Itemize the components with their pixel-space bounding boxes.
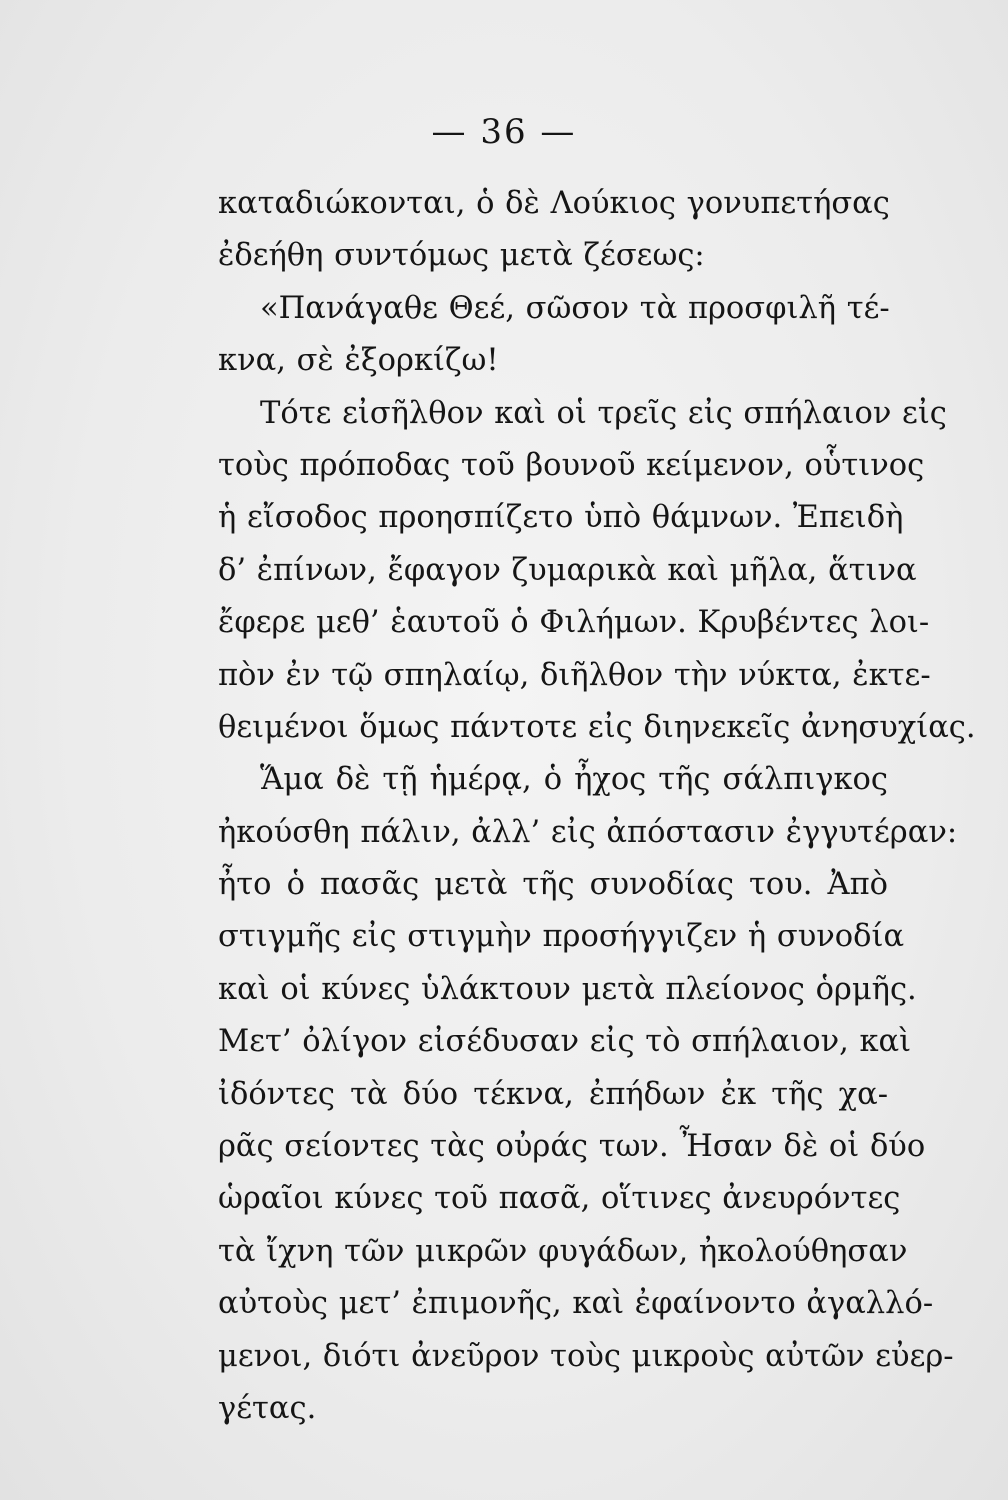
text-line: καὶ οἱ κύνες ὑλάκτουν μετὰ πλείονος ὁρμῆς. bbox=[218, 971, 917, 1007]
text-line: καταδιώκονται, ὁ δὲ Λούκιος γονυπετήσας bbox=[218, 186, 890, 221]
text-line: δ’ ἐπίνων, ἔφαγον ζυμαρικὰ καὶ μῆλα, ἅτινα bbox=[218, 552, 917, 588]
page-number: — 36 — bbox=[431, 112, 577, 152]
text-line: ἡ εἴσοδος προησπίζετο ὑπὸ θάμνων. Ἐπειδὴ bbox=[218, 500, 904, 536]
text-line: στιγμῆς εἰς στιγμὴν προσήγγιζεν ἡ συνοδία bbox=[218, 919, 905, 955]
text-line: πὸν ἐν τῷ σπηλαίῳ, διῆλθον τὴν νύκτα, ἐκτε- bbox=[218, 657, 931, 693]
body-text bbox=[218, 178, 976, 1435]
text-line: Μετ’ ὀλίγον εἰσέδυσαν εἰς τὸ σπήλαιον, καὶ bbox=[218, 1024, 912, 1060]
text-line: Τότε εἰσῆλθον καὶ οἱ τρεῖς εἰς σπήλαιον εἰς bbox=[260, 395, 947, 431]
text-line: ἦτο ὁ πασᾶς μετὰ τῆς συνοδίας του. Ἀπὸ bbox=[218, 867, 888, 903]
text-line: ὡραῖοι κύνες τοῦ πασᾶ, οἵτινες ἀνευρόντες bbox=[218, 1181, 901, 1217]
text-line: ἔφερε μεθ’ ἑαυτοῦ ὁ Φιλήμων. Κρυβέντες λοι- bbox=[218, 605, 930, 641]
text-line: Ἅμα δὲ τῇ ἡμέρᾳ, ὁ ἦχος τῆς σάλπιγκος bbox=[260, 762, 888, 798]
text-line: τοὺς πρόποδας τοῦ βουνοῦ κείμενον, οὗτινος bbox=[218, 447, 925, 483]
text-line: ἠκούσθη πάλιν, ἀλλ’ εἰς ἀπόστασιν ἐγγυτέραν: bbox=[218, 814, 958, 850]
text-line: ἰδόντες τὰ δύο τέκνα, ἐπήδων ἐκ τῆς χα- bbox=[218, 1076, 888, 1112]
text-line: αὐτοὺς μετ’ ἐπιμονῆς, καὶ ἐφαίνοντο ἀγαλλό- bbox=[218, 1286, 934, 1322]
text-line: θειμένοι ὅμως πάντοτε εἰς διηνεκεῖς ἀνησυχίας. bbox=[218, 709, 976, 745]
text-line: ρᾶς σείοντες τὰς οὐράς των. Ἦσαν δὲ οἱ δύο bbox=[218, 1129, 926, 1165]
text-line: γέτας. bbox=[218, 1390, 317, 1426]
text-line: κνα, σὲ ἐξορκίζω! bbox=[218, 343, 499, 379]
text-line: μενοι, διότι ἀνεῦρον τοὺς μικροὺς αὐτῶν εὐερ- bbox=[218, 1338, 954, 1374]
text-line: ἐδεήθη συντόμως μετὰ ζέσεως: bbox=[218, 238, 705, 274]
text-line: τὰ ἴχνη τῶν μικρῶν φυγάδων, ἠκολούθησαν bbox=[218, 1233, 908, 1269]
text-line: «Πανάγαθε Θεέ, σῶσον τὰ προσφιλῆ τέ- bbox=[260, 290, 890, 326]
